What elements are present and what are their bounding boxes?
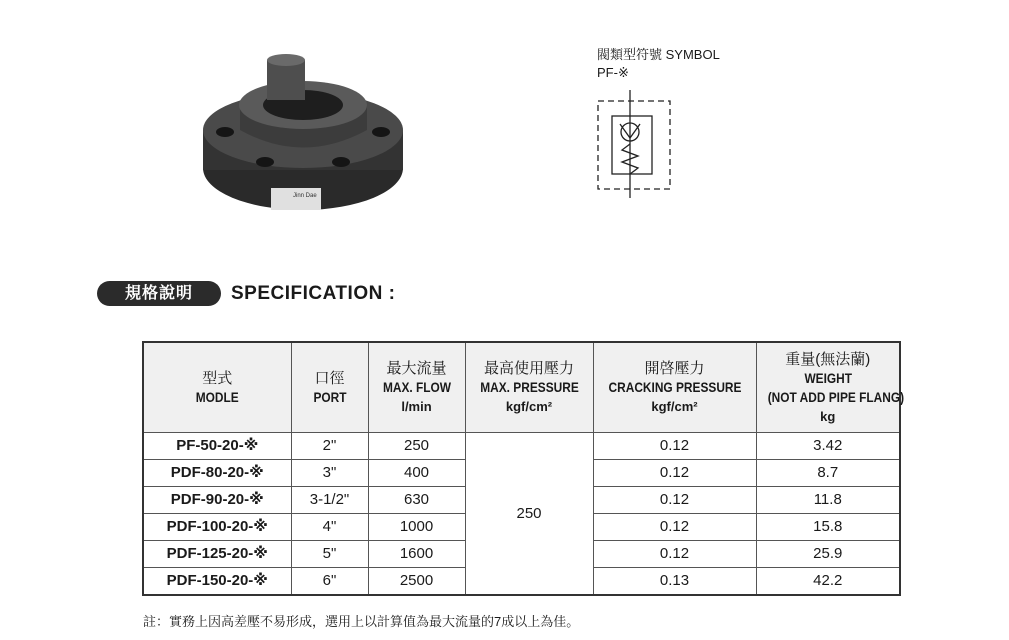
- flow-cell: 630: [368, 487, 465, 514]
- header-model: 型式 MODLE: [143, 342, 291, 433]
- weight-cell: 15.8: [756, 514, 900, 541]
- header-pressure: 最高使用壓力 MAX. PRESSURE kgf/cm²: [465, 342, 593, 433]
- model-cell: PDF-150-20-※: [143, 568, 291, 596]
- product-photo: [195, 50, 410, 225]
- model-cell: PF-50-20-※: [143, 433, 291, 460]
- cracking-cell: 0.12: [593, 514, 756, 541]
- flow-cell: 2500: [368, 568, 465, 596]
- weight-cell: 11.8: [756, 487, 900, 514]
- header-flow: 最大流量 MAX. FLOW l/min: [368, 342, 465, 433]
- spec-table: [142, 341, 904, 596]
- model-cell: PDF-90-20-※: [143, 487, 291, 514]
- model-cell: PDF-100-20-※: [143, 514, 291, 541]
- cracking-cell: 0.13: [593, 568, 756, 596]
- flow-cell: 1600: [368, 541, 465, 568]
- table-row: [143, 433, 900, 460]
- flow-cell: 1000: [368, 514, 465, 541]
- symbol-model: PF-※: [597, 65, 629, 80]
- port-cell: 5": [291, 541, 368, 568]
- symbol-caption: [597, 46, 720, 82]
- port-cell: 2": [291, 433, 368, 460]
- cracking-cell: 0.12: [593, 433, 756, 460]
- max-pressure-cell: 250: [465, 433, 593, 596]
- cracking-cell: 0.12: [593, 460, 756, 487]
- header-weight: 重量(無法蘭) WEIGHT (NOT ADD PIPE FLANG) kg: [756, 342, 900, 433]
- spec-badge: 規格說明: [97, 281, 221, 306]
- weight-cell: 42.2: [756, 568, 900, 596]
- model-cell: PDF-125-20-※: [143, 541, 291, 568]
- model-cell: PDF-80-20-※: [143, 460, 291, 487]
- port-cell: 6": [291, 568, 368, 596]
- port-cell: 4": [291, 514, 368, 541]
- header-cracking: 開啓壓力 CRACKING PRESSURE kgf/cm²: [593, 342, 756, 433]
- nameplate-label: Jinn Dae: [293, 193, 317, 199]
- header-port: 口徑 PORT: [291, 342, 368, 433]
- cracking-cell: 0.12: [593, 541, 756, 568]
- footnote: 註：實務上因高差壓不易形成，選用上以計算值為最大流量的7成以上為佳。: [143, 614, 580, 629]
- port-cell: 3": [291, 460, 368, 487]
- spec-title: SPECIFICATION :: [231, 283, 396, 304]
- weight-cell: 8.7: [756, 460, 900, 487]
- flow-cell: 250: [368, 433, 465, 460]
- table-header-row: [143, 342, 900, 433]
- weight-cell: 25.9: [756, 541, 900, 568]
- flow-cell: 400: [368, 460, 465, 487]
- weight-cell: 3.42: [756, 433, 900, 460]
- symbol-title: 閥類型符號 SYMBOL: [597, 47, 720, 62]
- check-valve-symbol: [592, 88, 682, 198]
- cracking-cell: 0.12: [593, 487, 756, 514]
- port-cell: 3-1/2": [291, 487, 368, 514]
